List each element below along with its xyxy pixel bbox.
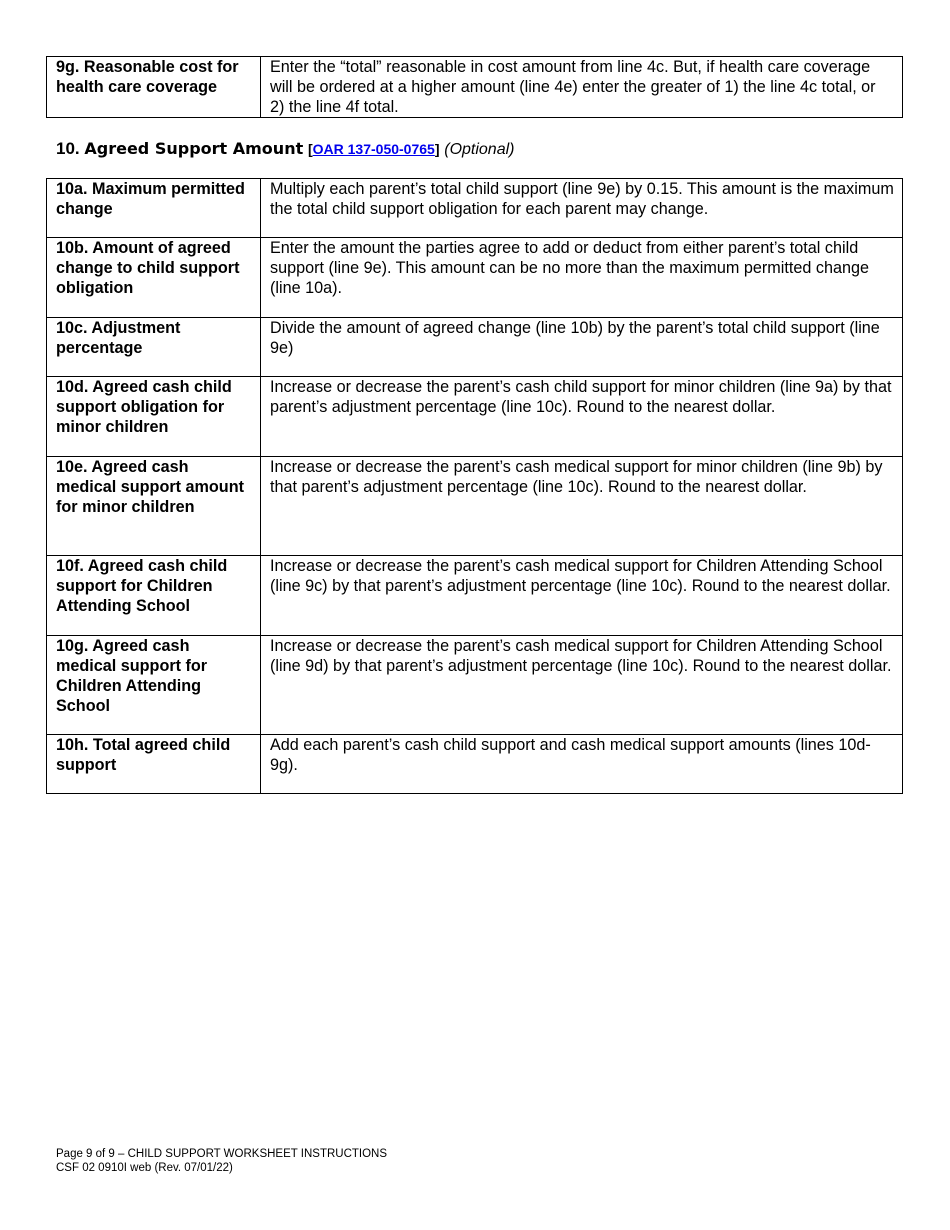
- bracket-close: ]: [434, 141, 440, 157]
- table-row: [47, 377, 903, 457]
- section-10-heading: [56, 138, 514, 161]
- row-text-10g: Increase or decrease the parent’s cash medical support for Children Attending School (line 9d) by that parent’s adjustment percentage (line 10c). Round to the nearest dollar.: [261, 636, 903, 735]
- row-label-10b: 10b. Amount of agreed change to child support obligation: [47, 238, 261, 318]
- row-text-9g: Enter the “total” reasonable in cost amount from line 4c. But, if health care coverage will be ordered at a higher amount (line 4e) enter the greater of 1) the line 4c total, or 2) the line 4f total.: [261, 57, 903, 118]
- row-label-10e: 10e. Agreed cash medical support amount for minor children: [47, 457, 261, 556]
- section-number: 10.: [56, 139, 80, 158]
- table-section-10: [46, 178, 903, 794]
- row-text-10d: Increase or decrease the parent’s cash child support for minor children (line 9a) by that parent’s adjustment percentage (line 10c). Round to the nearest dollar.: [261, 377, 903, 457]
- page-footer: [56, 1147, 387, 1175]
- row-label-10h: 10h. Total agreed child support: [47, 735, 261, 794]
- row-text-10f: Increase or decrease the parent’s cash medical support for Children Attending School (line 9c) by that parent’s adjustment percentage (line 10c). Round to the nearest dollar.: [261, 556, 903, 636]
- section-title: Agreed Support Amount: [84, 139, 304, 158]
- table-row: [47, 318, 903, 377]
- row-text-10c: Divide the amount of agreed change (line 10b) by the parent’s total child support (line 9e): [261, 318, 903, 377]
- footer-page-info: Page 9 of 9 – CHILD SUPPORT WORKSHEET INSTRUCTIONS: [56, 1148, 388, 1160]
- row-label-10f: 10f. Agreed cash child support for Children Attending School: [47, 556, 261, 636]
- row-label-10c: 10c. Adjustment percentage: [47, 318, 261, 377]
- row-text-10e: Increase or decrease the parent’s cash medical support for minor children (line 9b) by that parent’s adjustment percentage (line 10c). Round to the nearest dollar.: [261, 457, 903, 556]
- table-row: [47, 636, 903, 735]
- row-label-10a: 10a. Maximum permitted change: [47, 179, 261, 238]
- optional-note: (Optional): [444, 141, 515, 158]
- row-text-10a: Multiply each parent’s total child support (line 9e) by 0.15. This amount is the maximum the total child support obligation for each parent may change.: [261, 179, 903, 238]
- row-text-10h: Add each parent’s cash child support and cash medical support amounts (lines 10d-9g).: [261, 735, 903, 794]
- row-label-10d: 10d. Agreed cash child support obligation for minor children: [47, 377, 261, 457]
- table-row: [47, 735, 903, 794]
- row-text-10b: Enter the amount the parties agree to add or deduct from either parent’s total child support (line 9e). This amount can be no more than the maximum permitted change (line 10a).: [261, 238, 903, 318]
- table-row: [47, 238, 903, 318]
- table-row: [47, 179, 903, 238]
- oar-link[interactable]: OAR 137-050-0765: [312, 141, 435, 157]
- table-line-9g: [46, 56, 903, 118]
- row-label-9g: 9g. Reasonable cost for health care coverage: [47, 57, 261, 118]
- table-row: [47, 556, 903, 636]
- bracket-open: [: [307, 141, 313, 157]
- row-label-10g: 10g. Agreed cash medical support for Children Attending School: [47, 636, 261, 735]
- table-row: [47, 57, 903, 118]
- table-row: [47, 457, 903, 556]
- footer-form-id: CSF 02 0910I web (Rev. 07/01/22): [56, 1162, 233, 1174]
